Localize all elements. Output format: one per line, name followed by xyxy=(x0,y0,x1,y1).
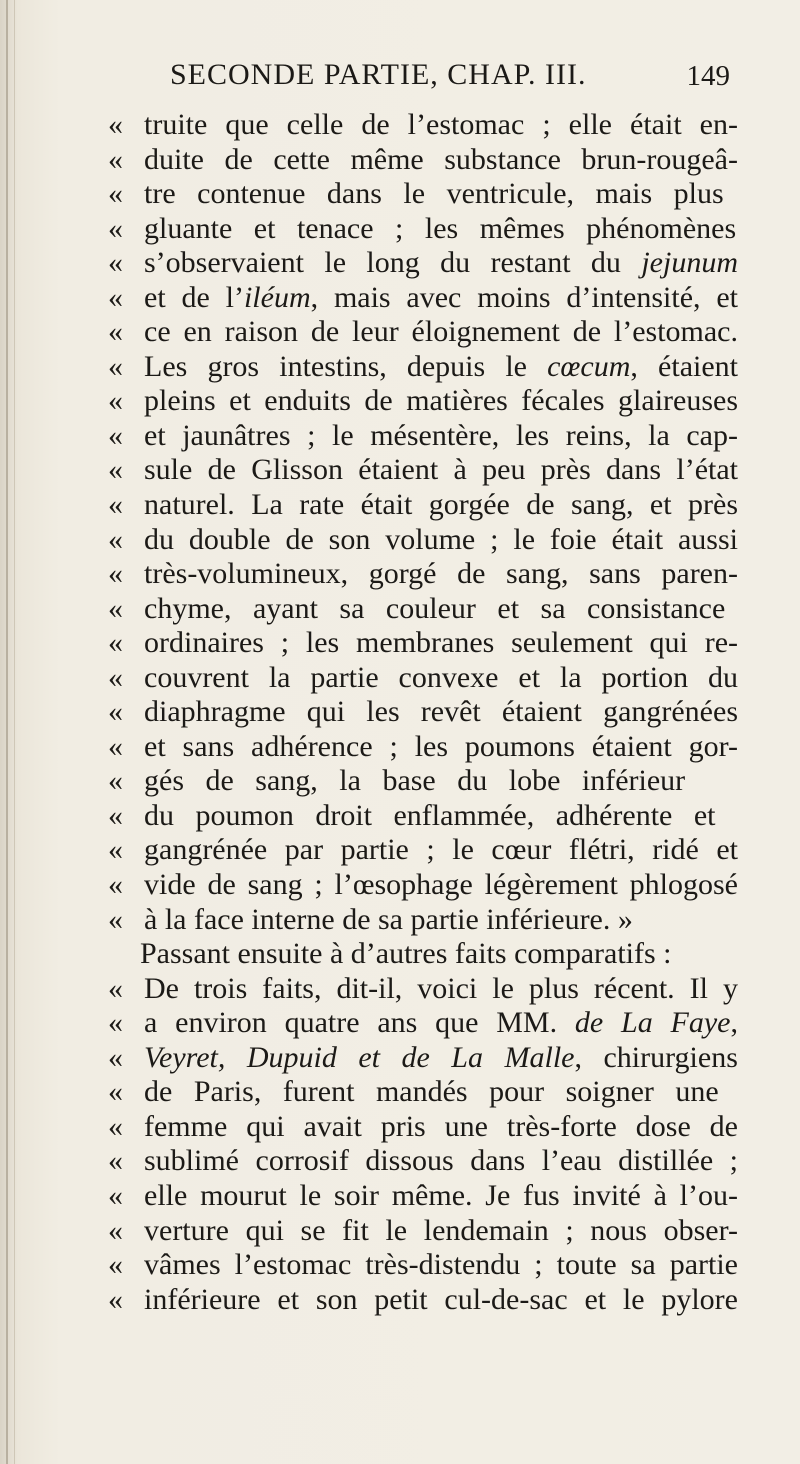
quote-mark: « xyxy=(108,764,123,798)
text-run: tre contenue dans le ventricule, mais plus xyxy=(144,177,724,211)
text-run: naturel. La rate était gorgée de sang, et près xyxy=(144,488,738,522)
line-text xyxy=(144,833,738,868)
text-line xyxy=(108,1006,738,1041)
text-line xyxy=(108,281,738,316)
text-run: s’observaient le long du restant du xyxy=(144,246,642,280)
quote-mark: « xyxy=(108,591,123,625)
line-text xyxy=(144,592,738,627)
quote-mark: « xyxy=(108,798,123,832)
text-line xyxy=(108,1075,738,1110)
text-line xyxy=(108,212,738,247)
text-line xyxy=(108,868,738,903)
text-run: a environ quatre ans que MM. xyxy=(144,1006,575,1040)
text-run: ce en raison de leur éloignement de l’estomac. xyxy=(144,315,738,349)
text-line xyxy=(108,937,738,972)
quote-mark: « xyxy=(108,142,123,176)
text-run: , mais avec moins d’intensité, et xyxy=(310,280,738,314)
text-line xyxy=(108,730,738,765)
text-run: ordinaires ; les membranes seulement qui re- xyxy=(144,626,738,660)
text-run: pleins et enduits de matières fécales glaireuses xyxy=(144,384,738,418)
line-text xyxy=(144,868,738,903)
text-line xyxy=(108,143,738,178)
text-line xyxy=(108,1248,738,1283)
line-text xyxy=(144,1041,738,1076)
text-run: , xyxy=(730,1006,738,1040)
line-text xyxy=(144,1006,738,1041)
text-run: gangrénée par partie ; le cœur flétri, ridé et xyxy=(144,833,738,867)
line-text xyxy=(140,937,738,972)
text-run: à la face interne de sa partie inférieure. » xyxy=(144,902,633,936)
quote-mark: « xyxy=(108,280,123,314)
text-line xyxy=(108,488,738,523)
running-head: SECONDE PARTIE, CHAP. III. xyxy=(170,58,587,91)
line-text xyxy=(144,177,738,212)
quote-mark: « xyxy=(108,902,123,936)
page-number: 149 xyxy=(686,60,730,92)
line-text xyxy=(144,246,738,281)
text-run: vide de sang ; l’œsophage légèrement phlogosé xyxy=(144,868,738,902)
quote-mark: « xyxy=(108,660,123,694)
text-run: du double de son volume ; le foie était aussi xyxy=(144,522,738,556)
text-run: Passant ensuite à d’autres faits comparatifs : xyxy=(140,937,672,971)
text-line xyxy=(108,799,738,834)
line-text xyxy=(144,626,738,661)
quote-mark: « xyxy=(108,971,123,1005)
text-run: , étaient xyxy=(630,349,739,383)
quote-mark: « xyxy=(108,1040,123,1074)
line-text xyxy=(144,212,738,247)
text-line xyxy=(108,661,738,696)
text-line xyxy=(108,108,738,143)
quote-mark: « xyxy=(108,1178,123,1212)
quote-mark: « xyxy=(108,315,123,349)
line-text xyxy=(144,1283,738,1318)
line-text xyxy=(144,315,738,350)
quote-mark: « xyxy=(108,1075,123,1109)
line-text xyxy=(144,1144,738,1179)
quote-mark: « xyxy=(108,177,123,211)
text-run: du poumon droit enflammée, adhérente et xyxy=(144,798,716,832)
quote-mark: « xyxy=(108,695,123,729)
quote-mark: « xyxy=(108,1248,123,1282)
italic-term: cœcum xyxy=(547,349,631,383)
text-line xyxy=(108,1283,738,1318)
text-run: et sans adhérence ; les poumons étaient gor- xyxy=(144,729,738,763)
quote-mark: « xyxy=(108,211,123,245)
text-run: truite que celle de l’estomac ; elle était en- xyxy=(144,108,738,141)
text-run: femme qui avait pris une très-forte dose de xyxy=(144,1109,738,1143)
line-text xyxy=(144,764,738,799)
italic-term: de La Faye xyxy=(574,1006,731,1040)
quote-mark: « xyxy=(108,868,123,902)
text-run: inférieure et son petit cul-de-sac et le pylore xyxy=(144,1282,738,1316)
line-text xyxy=(144,695,738,730)
page-gutter-shadow xyxy=(6,0,8,1464)
italic-term: Veyret, Dupuid et de La Malle xyxy=(144,1040,575,1074)
line-text xyxy=(144,1214,738,1249)
text-run: et de l’ xyxy=(144,280,244,314)
text-line xyxy=(108,453,738,488)
text-line xyxy=(108,246,738,281)
quote-mark: « xyxy=(108,246,123,280)
line-text xyxy=(144,453,738,488)
text-run: elle mourut le soir même. Je fus invité à l’ou- xyxy=(144,1178,738,1212)
line-text xyxy=(144,799,738,834)
text-line xyxy=(108,903,738,938)
quote-mark: « xyxy=(108,384,123,418)
quote-mark: « xyxy=(108,626,123,660)
text-line xyxy=(108,626,738,661)
text-run: et jaunâtres ; le mésentère, les reins, la cap- xyxy=(144,418,738,452)
quote-mark: « xyxy=(108,522,123,556)
line-text xyxy=(144,419,738,454)
italic-term: iléum xyxy=(243,280,311,314)
quote-mark: « xyxy=(108,108,123,141)
text-line xyxy=(108,419,738,454)
text-line xyxy=(108,1214,738,1249)
quote-mark: « xyxy=(108,418,123,452)
text-line xyxy=(108,695,738,730)
line-text xyxy=(144,1110,738,1145)
line-text xyxy=(144,488,738,523)
line-text xyxy=(144,903,738,938)
text-line xyxy=(108,177,738,212)
line-text xyxy=(144,350,738,385)
text-run: vâmes l’estomac très-distendu ; toute sa partie xyxy=(144,1248,738,1282)
text-line xyxy=(108,1110,738,1145)
line-text xyxy=(144,281,738,316)
text-run: Les gros intestins, depuis le xyxy=(144,349,548,383)
line-text xyxy=(144,1075,738,1110)
text-line xyxy=(108,833,738,868)
text-line xyxy=(108,350,738,385)
text-run: sule de Glisson étaient à peu près dans l’état xyxy=(144,453,738,487)
line-text xyxy=(144,523,738,558)
line-text xyxy=(144,557,738,592)
quote-mark: « xyxy=(108,1213,123,1247)
page-gutter-edge xyxy=(14,0,15,1464)
text-line xyxy=(108,315,738,350)
text-line xyxy=(108,384,738,419)
quote-mark: « xyxy=(108,557,123,591)
quote-mark: « xyxy=(108,1109,123,1143)
quote-mark: « xyxy=(108,1144,123,1178)
text-run: couvrent la partie convexe et la portion du xyxy=(144,660,738,694)
line-text xyxy=(144,661,738,696)
text-run: , chirurgiens xyxy=(574,1040,738,1074)
text-line xyxy=(108,972,738,1007)
line-text xyxy=(144,108,738,143)
text-line xyxy=(108,1041,738,1076)
quote-mark: « xyxy=(108,729,123,763)
quote-mark: « xyxy=(108,349,123,383)
quote-mark: « xyxy=(108,833,123,867)
body-text xyxy=(108,108,738,1317)
text-line xyxy=(108,1179,738,1214)
italic-term: jejunum xyxy=(641,246,738,280)
text-run: très-volumineux, gorgé de sang, sans paren- xyxy=(144,557,738,591)
page-header xyxy=(170,58,730,98)
text-run: De trois faits, dit-il, voici le plus récent. Il y xyxy=(144,971,738,1005)
quote-mark: « xyxy=(108,1282,123,1316)
text-run: gés de sang, la base du lobe inférieur xyxy=(144,764,686,798)
quote-mark: « xyxy=(108,488,123,522)
quote-mark: « xyxy=(108,453,123,487)
line-text xyxy=(144,1248,738,1283)
text-line xyxy=(108,1144,738,1179)
quote-mark: « xyxy=(108,1006,123,1040)
line-text xyxy=(144,972,738,1007)
line-text xyxy=(144,143,738,178)
text-run: diaphragme qui les revêt étaient gangrénées xyxy=(144,695,738,729)
text-run: sublimé corrosif dissous dans l’eau distillée ; xyxy=(144,1144,738,1178)
text-line xyxy=(108,523,738,558)
text-line xyxy=(108,764,738,799)
line-text xyxy=(144,730,738,765)
text-run: chyme, ayant sa couleur et sa consistance xyxy=(144,591,726,625)
text-run: duite de cette même substance brun-rougeâ- xyxy=(144,142,738,176)
text-line xyxy=(108,557,738,592)
text-line xyxy=(108,592,738,627)
line-text xyxy=(144,1179,738,1214)
text-run: verture qui se fit le lendemain ; nous obser- xyxy=(144,1213,738,1247)
text-run: gluante et tenace ; les mêmes phénomènes xyxy=(144,211,737,245)
text-run: de Paris, furent mandés pour soigner une xyxy=(144,1075,719,1109)
line-text xyxy=(144,384,738,419)
